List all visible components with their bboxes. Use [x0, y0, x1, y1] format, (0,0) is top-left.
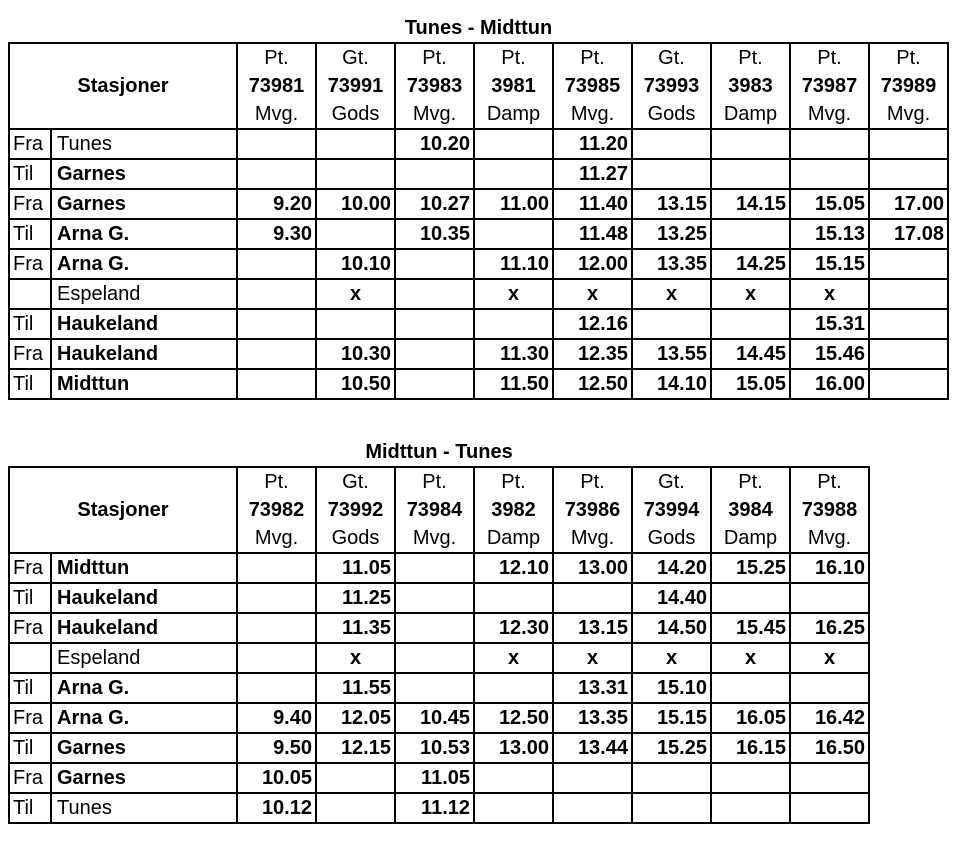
train-kind: Gods [647, 527, 696, 549]
train-prefix: Pt. [896, 47, 921, 69]
direction-cell: Til [9, 219, 51, 249]
station-cell: Tunes [51, 793, 237, 823]
time-cell [474, 219, 553, 249]
time-cell [395, 673, 474, 703]
table-row [9, 763, 869, 793]
time-cell [237, 279, 316, 309]
time-cell [711, 309, 790, 339]
table-row [9, 673, 869, 703]
train-header [711, 467, 790, 553]
pass-mark: x [316, 643, 395, 673]
train-kind: Damp [486, 527, 541, 549]
pass-mark: x [553, 279, 632, 309]
time-cell: 10.20 [395, 129, 474, 159]
station-cell: Arna G. [51, 673, 237, 703]
train-kind: Mvg. [570, 103, 615, 125]
train-header [474, 467, 553, 553]
train-number: 3984 [728, 499, 773, 521]
time-cell [237, 553, 316, 583]
time-cell [237, 673, 316, 703]
time-cell: 15.25 [632, 733, 711, 763]
time-cell: 15.31 [790, 309, 869, 339]
train-kind: Mvg. [254, 527, 299, 549]
station-cell: Garnes [51, 763, 237, 793]
time-cell: 10.10 [316, 249, 395, 279]
pass-mark: x [632, 279, 711, 309]
time-cell: 13.35 [553, 703, 632, 733]
table-row [9, 249, 948, 279]
time-cell: 16.50 [790, 733, 869, 763]
time-cell: 11.40 [553, 189, 632, 219]
table-row [9, 793, 869, 823]
time-cell: 15.05 [711, 369, 790, 399]
time-cell: 12.10 [474, 553, 553, 583]
time-cell [632, 309, 711, 339]
time-cell: 11.12 [395, 793, 474, 823]
time-cell: 14.25 [711, 249, 790, 279]
train-prefix: Pt. [264, 471, 289, 493]
train-header [395, 467, 474, 553]
station-cell: Tunes [51, 129, 237, 159]
train-header [632, 43, 711, 129]
table-row [9, 189, 948, 219]
table-row [9, 219, 948, 249]
time-cell [316, 159, 395, 189]
header-row [9, 43, 948, 129]
time-cell [869, 159, 948, 189]
time-cell [474, 129, 553, 159]
time-cell: 15.46 [790, 339, 869, 369]
timetable-midttun-tunes [8, 440, 870, 824]
time-cell: 11.00 [474, 189, 553, 219]
train-number: 73985 [564, 75, 621, 97]
time-cell [237, 249, 316, 279]
time-cell [711, 763, 790, 793]
train-number: 73991 [327, 75, 384, 97]
train-number: 73986 [564, 499, 621, 521]
time-cell [711, 159, 790, 189]
time-cell [790, 583, 869, 613]
time-cell [237, 159, 316, 189]
time-cell [869, 279, 948, 309]
direction-cell: Til [9, 583, 51, 613]
time-cell [395, 309, 474, 339]
time-cell [790, 793, 869, 823]
time-cell: 11.48 [553, 219, 632, 249]
station-cell: Arna G. [51, 703, 237, 733]
direction-cell: Fra [9, 129, 51, 159]
direction-cell: Fra [9, 613, 51, 643]
station-cell: Espeland [51, 279, 237, 309]
time-cell [869, 249, 948, 279]
pass-mark: x [316, 279, 395, 309]
time-cell: 14.50 [632, 613, 711, 643]
time-cell: 13.15 [553, 613, 632, 643]
direction-cell [9, 643, 51, 673]
train-number: 73992 [327, 499, 384, 521]
time-cell: 12.00 [553, 249, 632, 279]
time-cell: 11.05 [395, 763, 474, 793]
time-cell [790, 763, 869, 793]
time-cell: 13.44 [553, 733, 632, 763]
train-number: 73981 [248, 75, 305, 97]
time-cell: 11.25 [316, 583, 395, 613]
time-cell [395, 583, 474, 613]
time-cell: 11.35 [316, 613, 395, 643]
time-cell: 17.00 [869, 189, 948, 219]
train-prefix: Pt. [501, 47, 526, 69]
train-kind: Mvg. [886, 103, 931, 125]
time-cell: 10.12 [237, 793, 316, 823]
time-cell: 12.15 [316, 733, 395, 763]
train-header [316, 467, 395, 553]
train-number: 3981 [491, 75, 536, 97]
time-cell [632, 159, 711, 189]
time-cell: 10.05 [237, 763, 316, 793]
train-number: 73989 [880, 75, 937, 97]
time-cell [869, 339, 948, 369]
train-number: 73982 [248, 499, 305, 521]
direction-cell: Til [9, 733, 51, 763]
time-cell [474, 309, 553, 339]
time-cell [395, 553, 474, 583]
table-row [9, 613, 869, 643]
time-cell [790, 159, 869, 189]
pass-mark: x [790, 643, 869, 673]
time-cell [395, 249, 474, 279]
time-cell: 11.30 [474, 339, 553, 369]
time-cell [316, 309, 395, 339]
train-number: 73983 [406, 75, 463, 97]
pass-mark: x [474, 279, 553, 309]
time-cell: 11.50 [474, 369, 553, 399]
time-cell: 10.00 [316, 189, 395, 219]
time-cell [474, 673, 553, 703]
train-number: 73988 [801, 499, 858, 521]
time-cell: 10.35 [395, 219, 474, 249]
time-cell: 11.55 [316, 673, 395, 703]
stations-header: Stasjoner [9, 43, 237, 129]
time-cell [395, 643, 474, 673]
time-cell: 15.15 [632, 703, 711, 733]
time-cell [316, 219, 395, 249]
train-prefix: Gt. [342, 47, 369, 69]
time-cell [316, 763, 395, 793]
train-header [869, 43, 948, 129]
train-header [790, 43, 869, 129]
direction-cell: Fra [9, 763, 51, 793]
train-header [316, 43, 395, 129]
train-kind: Mvg. [570, 527, 615, 549]
station-cell: Espeland [51, 643, 237, 673]
train-header [790, 467, 869, 553]
time-cell: 11.10 [474, 249, 553, 279]
time-cell: 17.08 [869, 219, 948, 249]
time-cell: 13.25 [632, 219, 711, 249]
direction-cell: Til [9, 673, 51, 703]
time-cell [632, 763, 711, 793]
train-kind: Gods [647, 103, 696, 125]
table-row [9, 309, 948, 339]
train-header [632, 467, 711, 553]
direction-cell [9, 279, 51, 309]
time-cell: 15.25 [711, 553, 790, 583]
train-header [237, 43, 316, 129]
train-prefix: Pt. [817, 471, 842, 493]
train-header [553, 467, 632, 553]
stations-header: Stasjoner [9, 467, 237, 553]
train-number: 3982 [491, 499, 536, 521]
time-cell [474, 793, 553, 823]
train-kind: Damp [486, 103, 541, 125]
time-cell: 16.10 [790, 553, 869, 583]
train-kind: Damp [723, 527, 778, 549]
time-cell: 15.10 [632, 673, 711, 703]
station-cell: Haukeland [51, 613, 237, 643]
train-kind: Mvg. [807, 103, 852, 125]
time-cell: 13.55 [632, 339, 711, 369]
train-header [553, 43, 632, 129]
time-cell [869, 369, 948, 399]
time-cell [316, 129, 395, 159]
time-cell: 14.15 [711, 189, 790, 219]
timetable-table [8, 42, 949, 400]
table-row [9, 159, 948, 189]
train-kind: Mvg. [412, 103, 457, 125]
station-cell: Haukeland [51, 309, 237, 339]
time-cell: 10.45 [395, 703, 474, 733]
pass-mark: x [711, 643, 790, 673]
time-cell: 10.53 [395, 733, 474, 763]
time-cell [237, 339, 316, 369]
time-cell [711, 219, 790, 249]
time-cell: 10.27 [395, 189, 474, 219]
time-cell [711, 793, 790, 823]
time-cell: 10.30 [316, 339, 395, 369]
pass-mark: x [474, 643, 553, 673]
time-cell: 12.35 [553, 339, 632, 369]
time-cell [632, 793, 711, 823]
direction-cell: Til [9, 159, 51, 189]
time-cell [237, 583, 316, 613]
direction-cell: Fra [9, 703, 51, 733]
pass-mark: x [632, 643, 711, 673]
timetable-table [8, 466, 870, 824]
train-prefix: Pt. [738, 47, 763, 69]
time-cell [790, 673, 869, 703]
direction-cell: Fra [9, 249, 51, 279]
train-number: 3983 [728, 75, 773, 97]
direction-cell: Fra [9, 189, 51, 219]
time-cell [632, 129, 711, 159]
time-cell: 13.00 [553, 553, 632, 583]
time-cell [395, 159, 474, 189]
time-cell [711, 129, 790, 159]
table-row [9, 553, 869, 583]
train-kind: Gods [331, 103, 380, 125]
time-cell [553, 583, 632, 613]
time-cell [711, 583, 790, 613]
time-cell [869, 129, 948, 159]
time-cell: 16.15 [711, 733, 790, 763]
train-kind: Mvg. [254, 103, 299, 125]
time-cell: 12.50 [553, 369, 632, 399]
time-cell [237, 309, 316, 339]
time-cell: 13.00 [474, 733, 553, 763]
table-row [9, 583, 869, 613]
station-cell: Garnes [51, 733, 237, 763]
train-prefix: Gt. [342, 471, 369, 493]
pass-mark: x [711, 279, 790, 309]
train-prefix: Gt. [658, 471, 685, 493]
time-cell [790, 129, 869, 159]
time-cell [237, 129, 316, 159]
train-header [474, 43, 553, 129]
train-kind: Mvg. [807, 527, 852, 549]
time-cell: 12.16 [553, 309, 632, 339]
pass-mark: x [790, 279, 869, 309]
station-cell: Garnes [51, 159, 237, 189]
time-cell: 11.20 [553, 129, 632, 159]
timetable-tunes-midttun [8, 16, 949, 400]
time-cell: 15.13 [790, 219, 869, 249]
train-number: 73994 [643, 499, 700, 521]
train-prefix: Pt. [580, 471, 605, 493]
time-cell [553, 793, 632, 823]
time-cell [395, 279, 474, 309]
time-cell: 16.00 [790, 369, 869, 399]
time-cell [474, 763, 553, 793]
time-cell: 15.45 [711, 613, 790, 643]
direction-cell: Til [9, 309, 51, 339]
train-number: 73993 [643, 75, 700, 97]
station-cell: Haukeland [51, 583, 237, 613]
station-cell: Haukeland [51, 339, 237, 369]
station-cell: Arna G. [51, 219, 237, 249]
train-prefix: Pt. [422, 471, 447, 493]
pass-mark: x [553, 643, 632, 673]
time-cell [237, 643, 316, 673]
time-cell: 14.45 [711, 339, 790, 369]
time-cell: 13.35 [632, 249, 711, 279]
station-cell: Midttun [51, 553, 237, 583]
table-row [9, 733, 869, 763]
time-cell: 12.30 [474, 613, 553, 643]
table-row [9, 703, 869, 733]
time-cell [869, 309, 948, 339]
time-cell: 9.40 [237, 703, 316, 733]
time-cell [395, 369, 474, 399]
time-cell [316, 793, 395, 823]
time-cell [553, 763, 632, 793]
direction-cell: Til [9, 369, 51, 399]
time-cell: 13.15 [632, 189, 711, 219]
timetable-title: Midttun - Tunes [365, 441, 513, 463]
direction-cell: Fra [9, 339, 51, 369]
time-cell [395, 339, 474, 369]
time-cell [237, 613, 316, 643]
time-cell: 9.50 [237, 733, 316, 763]
train-prefix: Gt. [658, 47, 685, 69]
time-cell: 9.20 [237, 189, 316, 219]
time-cell: 13.31 [553, 673, 632, 703]
time-cell: 10.50 [316, 369, 395, 399]
timetable-title: Tunes - Midttun [404, 17, 553, 39]
time-cell: 14.40 [632, 583, 711, 613]
time-cell [474, 159, 553, 189]
time-cell: 11.05 [316, 553, 395, 583]
time-cell: 14.10 [632, 369, 711, 399]
train-number: 73984 [406, 499, 463, 521]
time-cell [237, 369, 316, 399]
train-prefix: Pt. [264, 47, 289, 69]
table-row [9, 129, 948, 159]
train-kind: Gods [331, 527, 380, 549]
station-cell: Arna G. [51, 249, 237, 279]
time-cell: 15.15 [790, 249, 869, 279]
time-cell: 16.25 [790, 613, 869, 643]
time-cell: 14.20 [632, 553, 711, 583]
table-row [9, 339, 948, 369]
train-number: 73987 [801, 75, 858, 97]
time-cell: 16.05 [711, 703, 790, 733]
time-cell: 11.27 [553, 159, 632, 189]
train-header [711, 43, 790, 129]
time-cell: 15.05 [790, 189, 869, 219]
station-cell: Garnes [51, 189, 237, 219]
train-prefix: Pt. [580, 47, 605, 69]
header-row [9, 467, 869, 553]
train-header [395, 43, 474, 129]
direction-cell: Fra [9, 553, 51, 583]
time-cell: 16.42 [790, 703, 869, 733]
train-kind: Damp [723, 103, 778, 125]
train-kind: Mvg. [412, 527, 457, 549]
table-row [9, 279, 948, 309]
train-header [237, 467, 316, 553]
table-row [9, 643, 869, 673]
train-prefix: Pt. [738, 471, 763, 493]
train-prefix: Pt. [501, 471, 526, 493]
train-prefix: Pt. [422, 47, 447, 69]
time-cell [474, 583, 553, 613]
station-cell: Midttun [51, 369, 237, 399]
direction-cell: Til [9, 793, 51, 823]
time-cell [711, 673, 790, 703]
time-cell [395, 613, 474, 643]
time-cell: 9.30 [237, 219, 316, 249]
table-row [9, 369, 948, 399]
time-cell: 12.05 [316, 703, 395, 733]
train-prefix: Pt. [817, 47, 842, 69]
time-cell: 12.50 [474, 703, 553, 733]
